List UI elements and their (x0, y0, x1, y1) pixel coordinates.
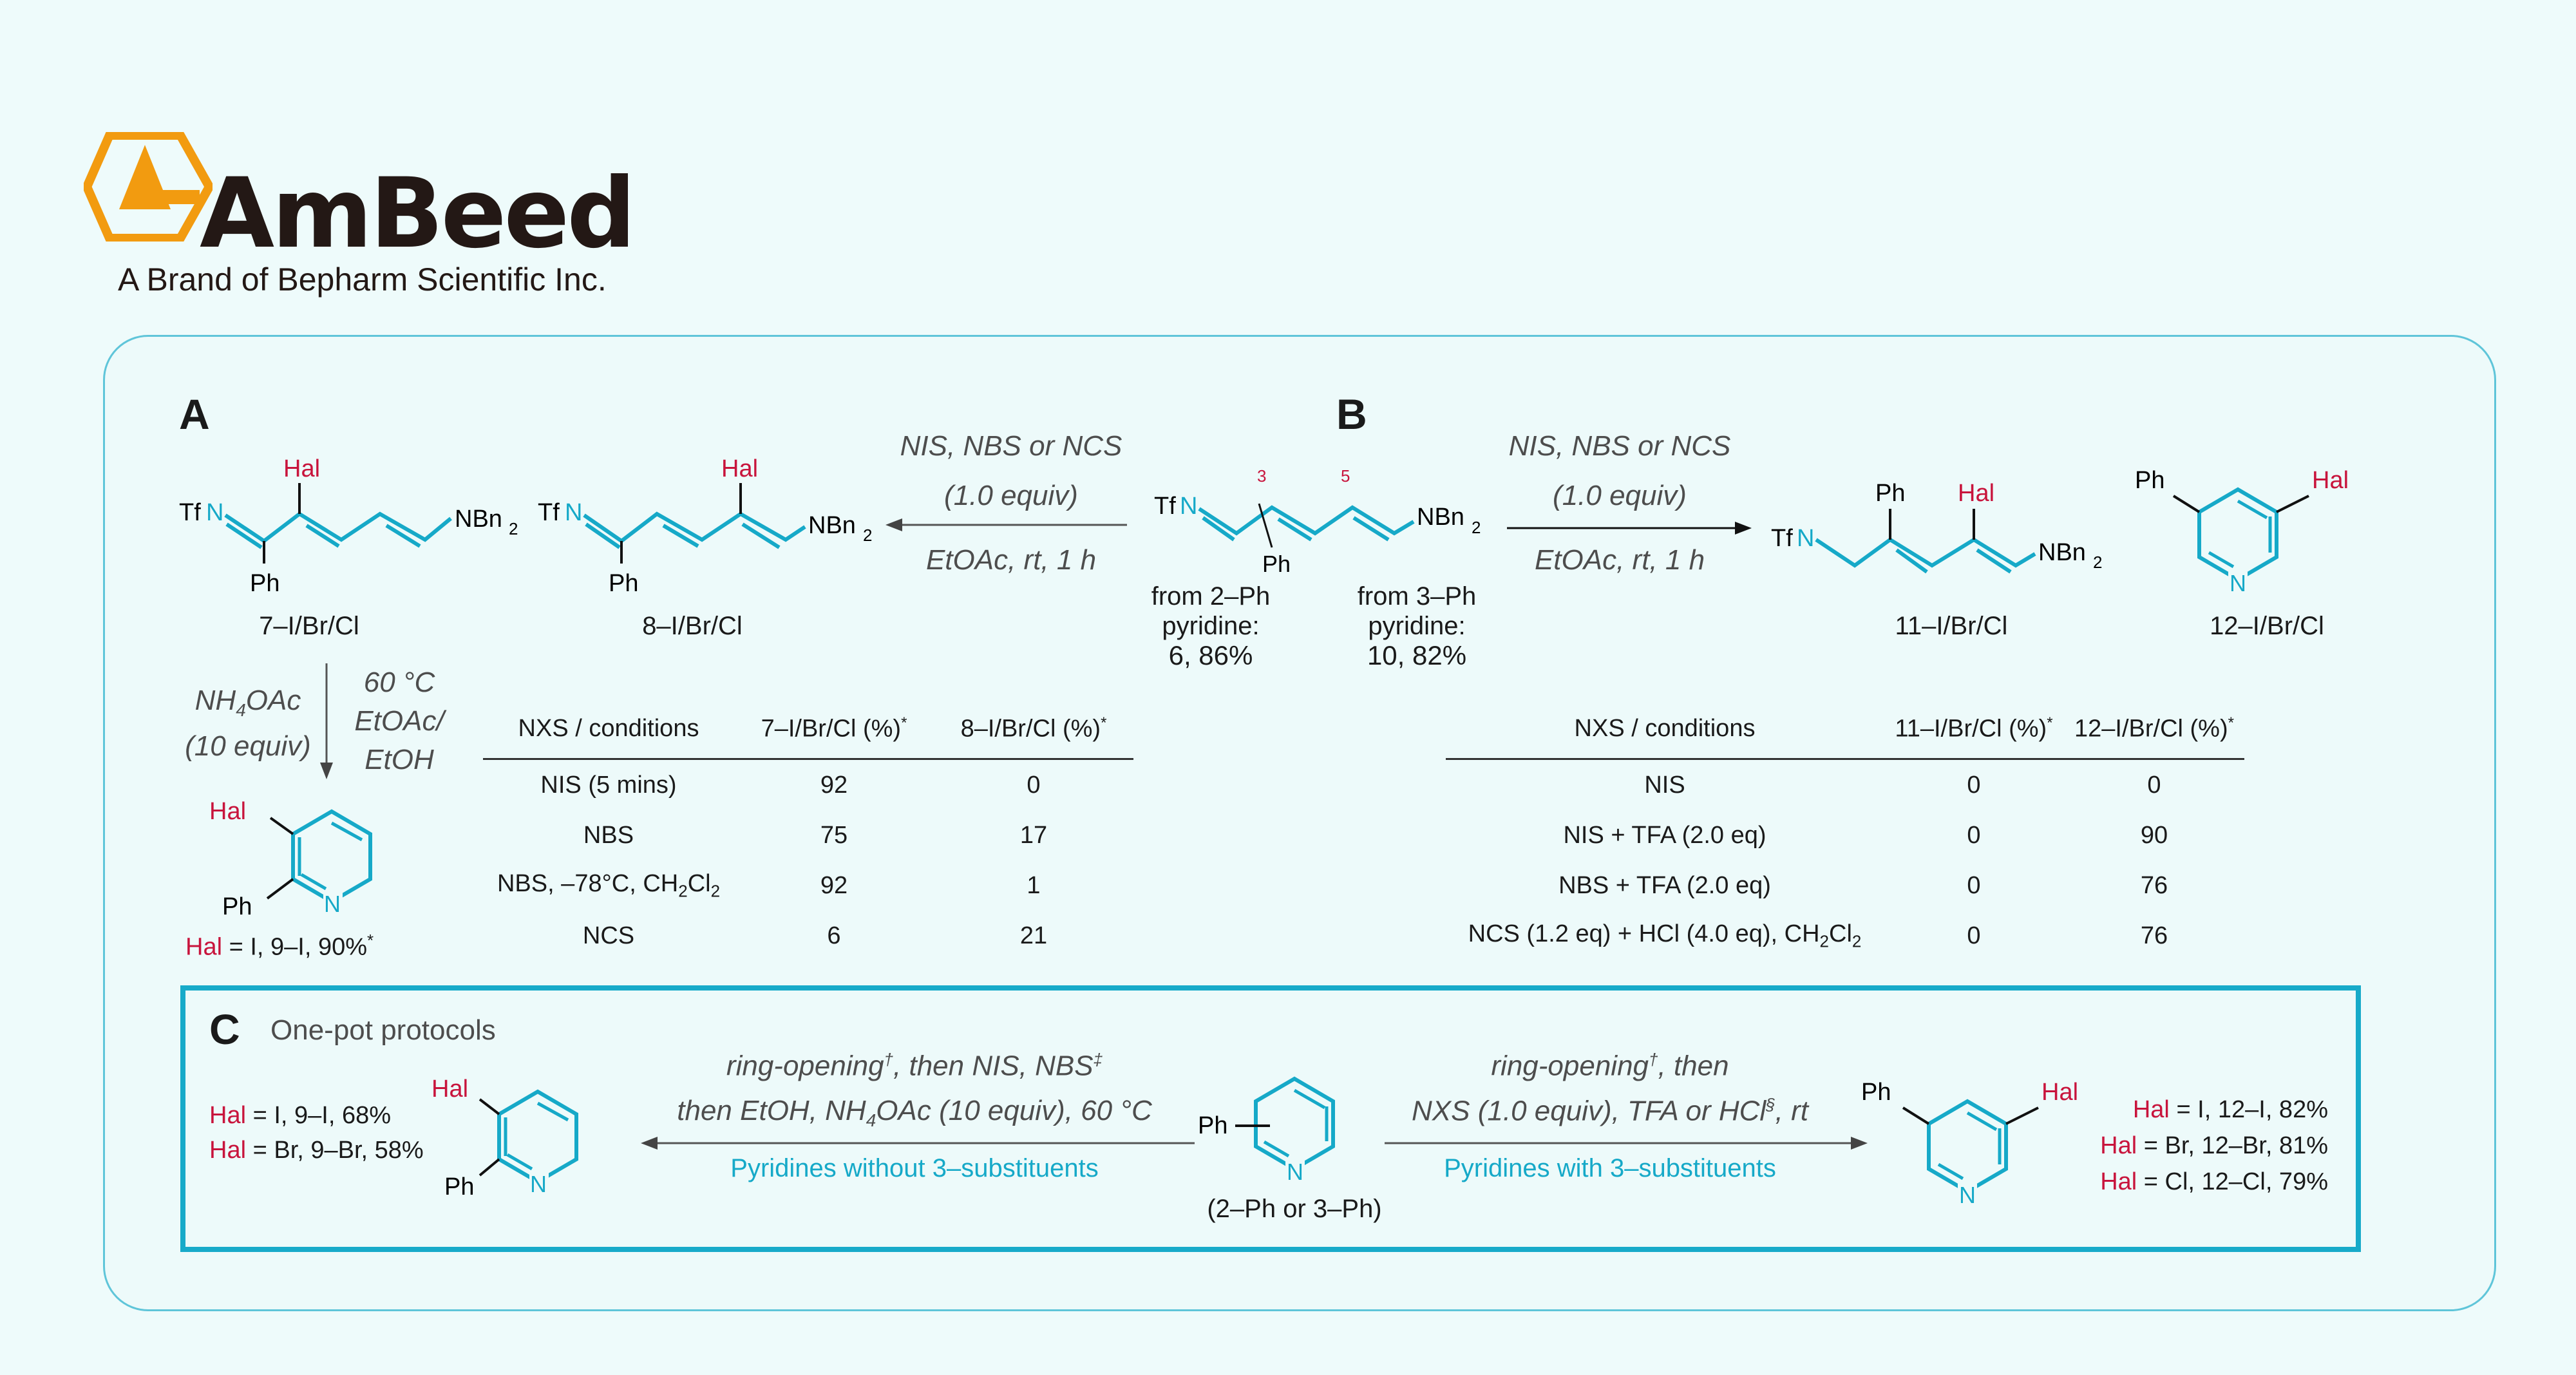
s9-n-label: N (324, 891, 341, 917)
tfn-n-label-8: N (565, 499, 583, 526)
ph-label-7: Ph (250, 570, 280, 597)
hal-label-7: Hal (283, 455, 321, 482)
c12-hal-label: Hal (2041, 1079, 2079, 1106)
table-a (483, 699, 1133, 961)
brand-tagline: A Brand of Bepharm Scientific Inc. (118, 261, 607, 298)
conditions-a-equiv: (1.0 equiv) (944, 480, 1078, 511)
center-caption: (2–Ph or 3–Ph) (1207, 1195, 1382, 1223)
conditions-b-solvent: EtOAc, rt, 1 h (1534, 544, 1705, 576)
c9-ph-label: Ph (444, 1173, 475, 1200)
s11-hal-label: Hal (1958, 480, 1995, 507)
cyclization-arrow (317, 663, 336, 779)
section-b-label: B (1336, 390, 1367, 438)
c12-n-label: N (1959, 1182, 1976, 1208)
left-caption: Pyridines without 3–substituents (730, 1154, 1099, 1182)
table-b-header-conditions: NXS / conditions (1574, 714, 1756, 742)
left-conditions-line2: then EtOH, $NH_4OAc$ (10 equiv), 60 °C (677, 1095, 1152, 1130)
structure-12 (2125, 451, 2370, 599)
table-b-header-12: 12–I/Br/Cl (%)* (2074, 714, 2234, 743)
position-3-label: 3 (1257, 466, 1267, 486)
s9-hal-label: Hal (209, 798, 247, 825)
section-a-label: A (179, 390, 210, 438)
ph-label-8: Ph (609, 570, 639, 597)
c9-n-label: N (530, 1171, 547, 1197)
c12-ph-label: Ph (1861, 1079, 1891, 1106)
reactant-ph-label: Ph (1198, 1112, 1228, 1139)
right-conditions-line2: NXS (1.0 equiv), TFA or HCl§, rt (1412, 1095, 1808, 1127)
hal-label-8: Hal (721, 455, 759, 482)
tfn-tf-label-8: Tf (538, 499, 560, 526)
reaction-arrow-a (886, 515, 1130, 535)
s11-ph-label: Ph (1875, 480, 1906, 507)
brand-name: AmBeed (200, 158, 634, 270)
s11-n-label: N (1797, 525, 1815, 552)
table-row: NBS + TFA (2.0 eq) 0 76 (1558, 871, 2168, 899)
nbn-sub-7: 2 (509, 519, 518, 538)
s12-n-label: N (2230, 570, 2246, 596)
table-a-header-7: 7–I/Br/Cl (%)* (761, 714, 907, 743)
table-row: NCS 6 21 (582, 922, 1048, 949)
table-row: NBS, –78°C, $CH_2Cl_2$ 92 1 (497, 869, 1041, 901)
list-item: Hal = Br, 9–Br, 58% (209, 1137, 424, 1164)
starting-material-structure (1146, 464, 1507, 573)
compound-7-label: 7–I/Br/Cl (259, 612, 359, 640)
tfn-n-label: N (206, 499, 224, 526)
nbn-label-7: NBn (455, 506, 502, 533)
list-item: Hal = I, 12–I, 82% (2132, 1096, 2328, 1123)
table-row: NIS 0 0 (1644, 771, 2161, 799)
table-a-header-conditions: NXS / conditions (518, 714, 699, 742)
one-pot-product-9 (425, 1066, 612, 1208)
list-item: Hal = I, 9–I, 68% (209, 1102, 392, 1129)
position-5-label: 5 (1341, 466, 1350, 486)
table-row: NCS (1.2 eq) + HCl (4.0 eq), $CH_2Cl_2$ 0 76 (1468, 920, 2168, 951)
one-pot-arrow-right (1385, 1133, 1868, 1153)
s11-nbn-sub: 2 (2093, 553, 2103, 572)
table-b-header-11: 11–I/Br/Cl (%)* (1895, 714, 2053, 743)
table-a-header-8: 8–I/Br/Cl (%)* (960, 714, 1107, 743)
section-c-title: One-pot protocols (270, 1014, 496, 1046)
table-b (1446, 699, 2244, 961)
conditions-b-reagents: NIS, NBS or NCS (1508, 430, 1731, 462)
nbn-sub-8: 2 (863, 526, 873, 545)
left-conditions-line1: ring-opening†, then NIS, NBS‡ (726, 1050, 1103, 1082)
compound-8-label: 8–I/Br/Cl (642, 612, 743, 640)
sm-nbn-label: NBn (1417, 504, 1464, 531)
c9-hal-label: Hal (431, 1076, 469, 1103)
conditions-a-reagents: NIS, NBS or NCS (900, 430, 1122, 462)
table-row: NIS + TFA (2.0 eq) 0 90 (1563, 821, 2168, 849)
ambeed-logo-icon (84, 132, 213, 242)
s12-ph-label: Ph (2135, 467, 2165, 494)
conditions-b-equiv: (1.0 equiv) (1553, 480, 1687, 511)
conditions-a-solvent: EtOAc, rt, 1 h (925, 544, 1097, 576)
cyclization-right-conditions: 60 °C EtOAc/ EtOH (354, 667, 444, 775)
sm-nbn-sub: 2 (1472, 518, 1481, 537)
nbn-label-8: NBn (808, 512, 856, 539)
s11-nbn-label: NBn (2038, 539, 2086, 566)
structure-11 (1765, 470, 2125, 586)
from-3ph-label: from 3–Ph pyridine: 10, 82% (1357, 582, 1477, 670)
compound-11-label: 11–I/Br/Cl (1895, 612, 2008, 640)
right-yields (2083, 1092, 2328, 1200)
left-yields (209, 1098, 424, 1168)
sm-n-label: N (1180, 493, 1198, 520)
section-c-label: C (209, 1005, 240, 1053)
structures-7-8 (167, 444, 914, 612)
tfn-tf-label: Tf (179, 499, 201, 526)
right-conditions-line1: ring-opening†, then (1491, 1050, 1729, 1082)
one-pot-product-12 (1855, 1063, 2099, 1211)
sm-tf-label: Tf (1154, 493, 1176, 520)
from-2ph-label: from 2–Ph pyridine: 6, 86% (1151, 582, 1271, 670)
reaction-arrow-b (1507, 518, 1752, 538)
table-row: NBS 75 17 (583, 821, 1048, 849)
sm-ph-label: Ph (1262, 551, 1291, 573)
s12-hal-label: Hal (2312, 467, 2349, 494)
table-row: NIS (5 mins) 92 0 (540, 771, 1041, 799)
cyclization-left-conditions: $NH_4OAc$ (10 equiv) (185, 685, 311, 762)
s11-tf-label: Tf (1771, 525, 1793, 552)
compound-12-label: 12–I/Br/Cl (2210, 612, 2324, 640)
one-pot-arrow-left (641, 1133, 1195, 1153)
list-item: Hal = Cl, 12–Cl, 79% (2100, 1168, 2328, 1195)
right-caption: Pyridines with 3–substituents (1444, 1154, 1776, 1182)
reactant-n-label: N (1287, 1159, 1303, 1185)
one-pot-reactant (1198, 1056, 1352, 1204)
structure-9 (200, 786, 406, 927)
s9-ph-label: Ph (222, 893, 252, 920)
list-item: Hal = Br, 12–Br, 81% (2100, 1132, 2328, 1159)
compound-9-yield: Hal = I, 9–I, 90%* (185, 931, 374, 961)
